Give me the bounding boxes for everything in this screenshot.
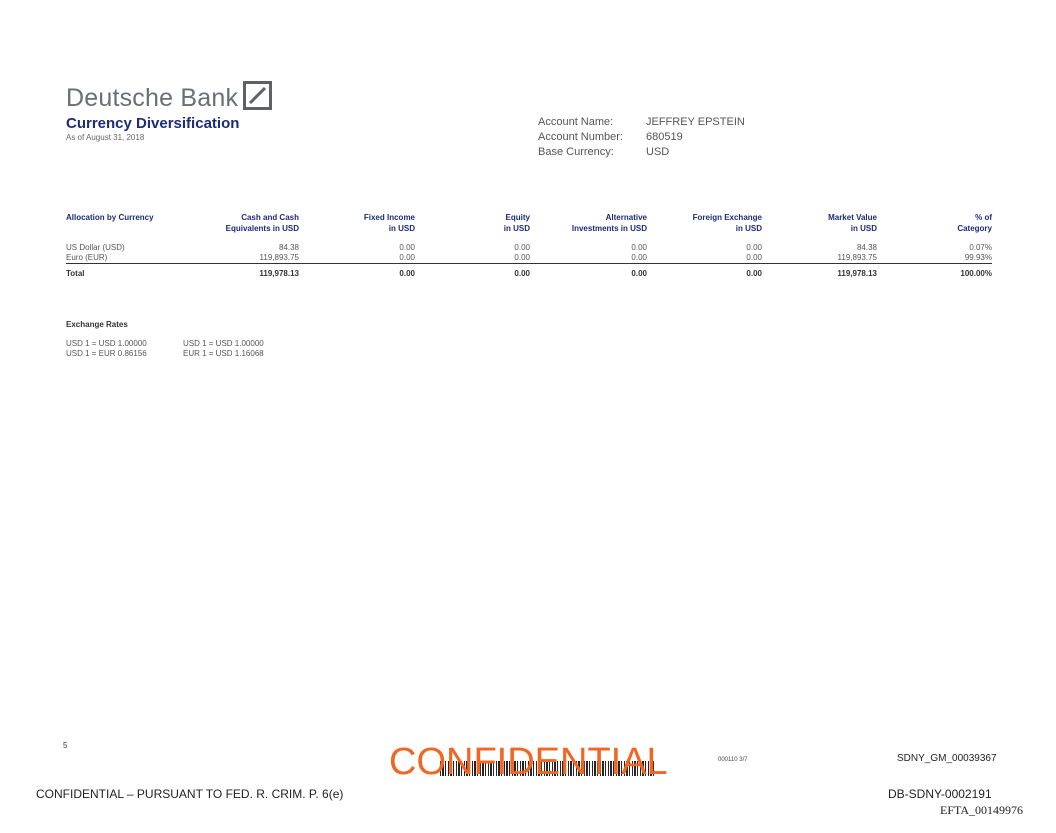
exchange-rate: EUR 1 = USD 1.16068	[183, 349, 264, 358]
table-row	[66, 253, 992, 264]
as-of-date: As of August 31, 2018	[66, 133, 145, 142]
table-cell: 0.00	[514, 269, 530, 278]
table-header-row	[66, 212, 992, 243]
table-cell: 0.00	[415, 253, 530, 264]
column-header: Market Value in USD	[828, 213, 877, 233]
column-header: Equity in USD	[503, 213, 530, 233]
exchange-rates-title: Exchange Rates	[66, 320, 128, 329]
table-row	[66, 243, 992, 253]
sdny-bates-number: SDNY_GM_00039367	[897, 753, 997, 764]
column-header: Allocation by Currency	[66, 213, 154, 222]
table-cell: 0.00	[299, 253, 415, 264]
deutsche-bank-logo-icon	[243, 81, 272, 110]
exchange-rate: USD 1 = USD 1.00000	[183, 339, 264, 348]
account-name-value: JEFFREY EPSTEIN	[646, 116, 745, 128]
base-currency-value: USD	[646, 146, 670, 158]
account-name-label: Account Name:	[538, 116, 614, 128]
document-code: 000110 3/7	[718, 757, 748, 763]
table-cell: 119,978.13	[259, 269, 299, 278]
table-cell: 100.00%	[960, 269, 992, 278]
table-cell: 0.00	[399, 269, 415, 278]
account-number-value: 680519	[646, 131, 683, 143]
table-cell: 0.07%	[969, 243, 992, 252]
page-number: 5	[63, 741, 68, 750]
base-currency-label: Base Currency:	[538, 146, 614, 158]
exchange-rate: USD 1 = EUR 0.86156	[66, 349, 147, 358]
exchange-rate: USD 1 = USD 1.00000	[66, 339, 147, 348]
column-header: Cash and Cash Equivalents in USD	[225, 213, 299, 233]
table-cell: 84.38	[856, 243, 877, 252]
account-number-label: Account Number:	[538, 131, 623, 143]
column-header: Fixed Income in USD	[363, 213, 415, 233]
table-cell: 0.00	[514, 243, 530, 252]
table-cell: 99.93%	[877, 253, 992, 264]
table-cell: 119,893.75	[762, 253, 877, 264]
table-cell: Total	[66, 269, 85, 278]
table-cell: 119,893.75	[186, 253, 299, 264]
bank-name: Deutsche Bank	[66, 84, 239, 112]
table-cell: 119,978.13	[837, 269, 877, 278]
column-header: Alternative Investments in USD	[571, 213, 647, 233]
efta-bates-number: EFTA_00149976	[940, 803, 1024, 817]
table-total-row	[66, 264, 992, 280]
table-cell: 0.00	[631, 269, 647, 278]
table-cell: Euro (EUR)	[66, 253, 186, 264]
page-title: Currency Diversification	[66, 115, 240, 132]
table-cell: 0.00	[746, 243, 762, 252]
db-sdny-bates-number: DB-SDNY-0002191	[888, 787, 992, 801]
confidential-stamp: CONFIDENTIAL	[389, 741, 668, 783]
table-cell: 0.00	[399, 243, 415, 252]
table-cell: 0.00	[647, 253, 762, 264]
column-header: Foreign Exchange in USD	[692, 213, 762, 233]
table-cell: US Dollar (USD)	[66, 243, 125, 252]
table-cell: 0.00	[746, 269, 762, 278]
table-cell: 84.38	[278, 243, 299, 252]
table-cell: 0.00	[631, 243, 647, 252]
confidential-notice: CONFIDENTIAL – PURSUANT TO FED. R. CRIM. P. 6(e)	[36, 787, 344, 801]
column-header: % of Category	[957, 213, 992, 233]
table-cell: 0.00	[530, 253, 647, 264]
allocation-table	[66, 212, 992, 279]
